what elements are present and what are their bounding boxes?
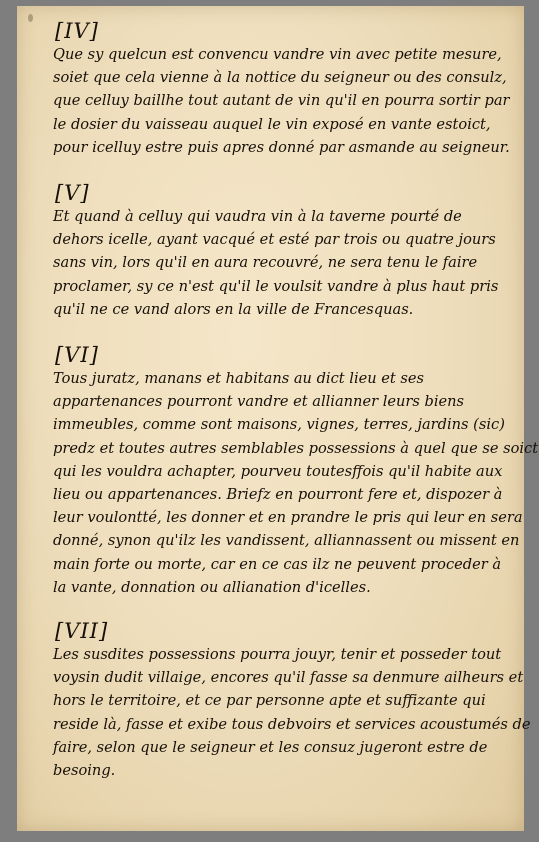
article-text	[53, 643, 531, 782]
text-line: que celluy baillhe tout autant de vin qu'il en pourra sortir par	[53, 92, 510, 110]
text-line: le dosier du vaisseau auquel le vin exposé en vante estoict,	[53, 115, 491, 133]
text-line: la vante, donnation ou allianation d'icelles.	[53, 578, 371, 596]
text-line: lieu ou appartenances. Briefz en pourront fere et, dispozer à	[53, 486, 503, 504]
text-line: leur voulontté, les donner et en prandre le pris qui leur en sera	[53, 509, 523, 527]
text-line: Tous juratz, manans et habitans au dict lieu et ses	[53, 370, 425, 387]
text-line: qu'il ne ce vand alors en la ville de Francesquas.	[53, 300, 414, 318]
text-line: faire, selon que le seigneur et les consuz jugeront estre de	[53, 738, 488, 756]
text-line: proclamer, sy ce n'est qu'il le voulsit vandre à plus haut pris	[53, 277, 499, 295]
article-vi	[53, 343, 539, 599]
text-line: Et quand à celluy qui vaudra vin à la taverne pourté de	[53, 208, 462, 225]
text-line: Les susdites possessions pourra jouyr, tenir et posseder tout	[53, 646, 502, 663]
article-heading: [V]	[55, 181, 90, 205]
text-line: hors le territoire, et ce par personne apte et suffizante qui	[53, 692, 486, 710]
text-line: reside là, fasse et exibe tous debvoirs et services acoustumés de	[53, 715, 531, 733]
ink-spot	[28, 14, 33, 22]
article-text	[53, 367, 539, 599]
text-line: predz et toutes autres semblables possessions à quel que se soict	[53, 439, 539, 457]
article-vii	[53, 619, 531, 782]
text-line: immeubles, comme sont maisons, vignes, terres, jardins (sic)	[53, 416, 505, 434]
text-line: dehors icelle, ayant vacqué et esté par trois ou quatre jours	[53, 231, 496, 249]
text-line: voysin dudit villaige, encores qu'il fasse sa denmure ailheurs et	[53, 669, 524, 687]
text-line: appartenances pourront vandre et allianner leurs biens	[53, 393, 465, 411]
article-heading: [VII]	[55, 619, 109, 643]
text-line: donné, synon qu'ilz les vandissent, alliannassent ou missent en	[53, 532, 520, 550]
text-line: main forte ou morte, car en ce cas ilz ne peuvent proceder à	[53, 555, 502, 573]
text-line: sans vin, lors qu'il en aura recouvré, ne sera tenu le faire	[53, 254, 478, 272]
article-text	[53, 43, 510, 159]
article-heading: [VI]	[55, 343, 99, 367]
text-line: soiet que cela vienne à la nottice du seigneur ou des consulz,	[53, 69, 507, 87]
article-iv	[53, 19, 510, 159]
parchment-page	[17, 6, 539, 831]
text-line: Que sy quelcun est convencu vandre vin avec petite mesure,	[53, 46, 502, 63]
article-v	[53, 181, 499, 321]
article-text	[53, 205, 499, 321]
article-heading: [IV]	[55, 19, 99, 43]
text-line: pour icelluy estre puis apres donné par asmande au seigneur.	[53, 138, 510, 156]
text-line: besoing.	[53, 762, 116, 780]
text-line: qui les vouldra achapter, pourveu toutesffois qu'il habite aux	[53, 462, 503, 480]
